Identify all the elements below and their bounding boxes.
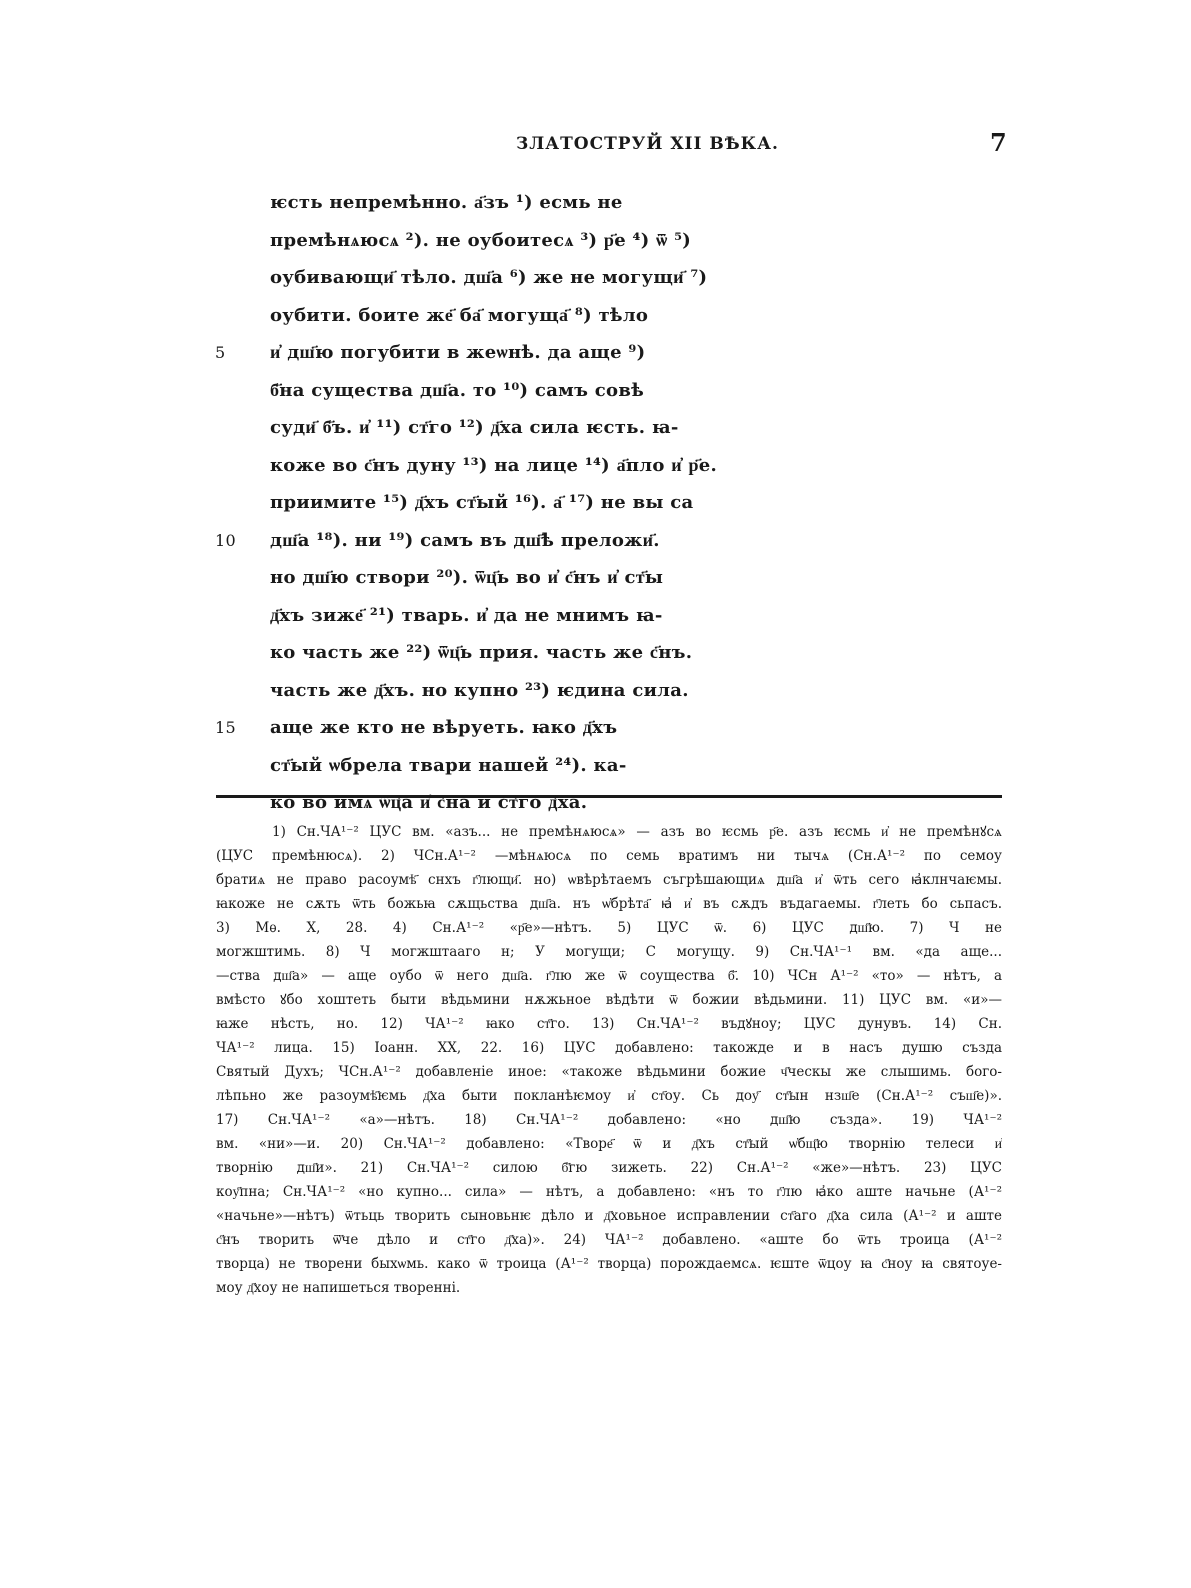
footnote-line: —ства дш҃а» — аще оубо ѿ него дш҃а. г҃лю же ѿ соущества б҃. 10) ЧСн А¹⁻² «то» — нѣтъ, а <box>216 968 1002 984</box>
text-line <box>270 222 790 260</box>
text-line <box>270 597 790 635</box>
text-line-content: и҆ дш҃ю погубити в жеѡнѣ. да аще ⁹) <box>270 342 646 363</box>
footnote-divider <box>216 795 1002 798</box>
text-line <box>270 409 790 447</box>
footnote-line: ЧА¹⁻² лица. 15) Іоанн. XX, 22. 16) ЦУС добавлено: такожде и в насъ душю създа <box>216 1040 1002 1056</box>
text-line <box>270 747 790 785</box>
footnote-line: ꙗже нѣсть, но. 12) ЧА¹⁻² ꙗко ст҃го. 13) Сн.ЧА¹⁻² въдꙋноу; ЦУС дунувъ. 14) Сн. <box>216 1016 1002 1032</box>
text-line-content: но дш҃ю створи ²⁰). ѿц҃ь во и҆ с҃нъ и҆ ст҃ы <box>270 567 664 588</box>
text-line <box>270 784 790 822</box>
text-line <box>270 184 790 222</box>
footnote-line: ꙗкоже не сѫть ѿть божьꙗ сѫщьства дш҃а. нъ ѡ҆брѣта҃ ꙗ҆ и҆ въ сѫдъ въдагаемы. г҃леть бо сьпасъ. <box>216 896 1002 912</box>
text-line-content: суди҃ б҃ъ. и҆ ¹¹) ст҃го ¹²) д҃ха сила ѥсть. ꙗ- <box>270 417 679 438</box>
text-line-content: приимите ¹⁵) д҃хъ ст҃ый ¹⁶). а҃ ¹⁷) не вы са <box>270 492 694 513</box>
footnote-line: моу д҃хоу не напишеться творенні. <box>216 1280 461 1296</box>
line-number: 15 <box>215 718 236 737</box>
footnote-line: «начьне»—нѣтъ) ѿтьць творить сыновьнѥ дѣло и д҃ховьное исправлении ст҃аго д҃ха сила (А¹⁻² и аште <box>216 1208 1002 1224</box>
footnote-line: братиѧ не право расоумѣ҃ снхъ г҃лющи҃. но) ѡвѣрѣтаемъ съгрѣшающиѧ дш҃а и҆ ѿть сего ꙗ҆клнчаѥмы. <box>216 872 1002 888</box>
main-text <box>215 184 790 822</box>
text-line-content: ст҃ый ѡбрела твари нашей ²⁴). ка- <box>270 754 627 776</box>
text-line <box>270 259 790 297</box>
text-line <box>270 484 790 522</box>
text-line <box>270 297 790 335</box>
text-line <box>270 559 790 597</box>
text-line-content: аще же кто не вѣруеть. ꙗко д҃хъ <box>270 717 618 738</box>
footnote-line: вмѣсто ꙋбо хоштеть быти вѣдьмини нѫжьное вѣдѣти ѿ божии вѣдьмини. 11) ЦУС вм. «и»— <box>216 992 1002 1008</box>
footnote-line: 17) Сн.ЧА¹⁻² «а»—нѣтъ. 18) Сн.ЧА¹⁻² добавлено: «но дш҃ю създа». 19) ЧА¹⁻² <box>216 1112 1002 1128</box>
footnote-line: с҃нъ творить ѿ҃че дѣло и ст҃го д҃ха)». 24) ЧА¹⁻² добавлено. «аште бо ѿть троица (А¹⁻² <box>216 1232 1002 1248</box>
text-line-content: ѥсть непремѣнно. а҃зъ ¹) есмь не <box>270 192 623 213</box>
text-line-content: д҃хъ зиже҃ ²¹) тварь. и҆ да не мнимъ ꙗ- <box>270 604 663 626</box>
footnote-line: коу҃пна; Сн.ЧА¹⁻² «но купно... сила» — нѣтъ, а добавлено: «нъ то г҃лю ꙗ҆ко аште начьне (А¹⁻² <box>216 1184 1002 1200</box>
line-number: 10 <box>215 530 236 550</box>
text-line-content: премѣнѧюсѧ ²). не оубоитесѧ ³) р҃е ⁴) ѿ ⁵) <box>270 229 692 251</box>
footnotes <box>216 820 1002 1300</box>
text-line <box>215 334 790 372</box>
running-header-title: ЗЛАТОСТРУЙ XII ВѢКА. <box>516 134 779 154</box>
page-number: 7 <box>990 128 1007 157</box>
text-line-content: дш҃а ¹⁸). ни ¹⁹) самъ въ дш҃ѣ преложи҃. <box>270 529 660 551</box>
footnote-line: 3) Мѳ. X, 28. 4) Сн.А¹⁻² «р҃е»—нѣтъ. 5) ЦУС ѿ. 6) ЦУС дш҃ю. 7) Ч не <box>216 920 1002 936</box>
footnote-line: Святый Духъ; ЧСн.А¹⁻² добавленіе иное: «такоже вѣдьмини божие ч҃ческы же слышимь. бого- <box>216 1064 1002 1080</box>
text-line-content: б҃на существа дш҃а. то ¹⁰) самъ совѣ <box>270 379 645 401</box>
text-line-content: оубити. боите же҃ ба҃ могуща҃ ⁸) тѣло <box>270 304 649 326</box>
text-line-content: ко часть же ²²) ѿц҃ь прия. часть же с҃нъ. <box>270 642 693 663</box>
text-line-content: коже во с҃нъ дуну ¹³) на лице ¹⁴) а҃пло и҆ р҃е. <box>270 454 718 476</box>
text-line <box>215 522 790 560</box>
text-line <box>270 672 790 710</box>
text-line-content: часть же д҃хъ. но купно ²³) ѥдина сила. <box>270 679 689 701</box>
text-line-content: оубивающи҃ тѣло. дш҃а ⁶) же не могущи҃ ⁷) <box>270 267 708 288</box>
footnote-line: могжштимь. 8) Ч могжштааго н; У могущи; С могущу. 9) Сн.ЧА¹⁻¹ вм. «да аще... <box>216 944 1002 960</box>
footnote-line: творнію дш҃и». 21) Сн.ЧА¹⁻² силою б҃гю зижеть. 22) Сн.А¹⁻² «же»—нѣтъ. 23) ЦУС <box>216 1160 1002 1176</box>
footnote-line: (ЦУС премѣнюсѧ). 2) ЧСн.А¹⁻² —мѣнѧюсѧ по семь вратимъ ни тычѧ (Сн.А¹⁻² по семоу <box>216 848 1002 864</box>
footnote-line: 1) Сн.ЧА¹⁻² ЦУС вм. «азъ... не премѣнѧюсѧ» — азъ во ѥсмь р҃е. азъ ѥсмь и҆ не премѣнꙋсѧ <box>272 824 1002 840</box>
text-line-content: ко во имѧ ѿц҃а и҆ с҃на и ст҃го д҃ха. <box>270 792 588 813</box>
footnote-line: творца) не творени быхѡмь. како ѿ троица (А¹⁻² творца) порождаемсѧ. ѥште ѿцоу ꙗ с҃ноу ꙗ святоуе- <box>216 1256 1002 1272</box>
text-line <box>270 447 790 485</box>
footnote-line: лѣпьно же разоумѣ҃ѥмь д҃ха быти покланѣѥмоу и҆ ст҃оу. Сь доу҃ ст҃ын нзш҃е (Сн.А¹⁻² съш҃е)». <box>216 1088 1002 1104</box>
text-line <box>270 372 790 410</box>
line-number: 5 <box>215 343 226 362</box>
text-line <box>270 634 790 672</box>
text-line <box>215 709 790 747</box>
footnote-line: вм. «ни»—и. 20) Сн.ЧА¹⁻² добавлено: «Творе҃ ѿ и д҃хъ ст҃ый ѡ҆бщ҃ю творнію телеси и҆ <box>216 1136 1002 1152</box>
